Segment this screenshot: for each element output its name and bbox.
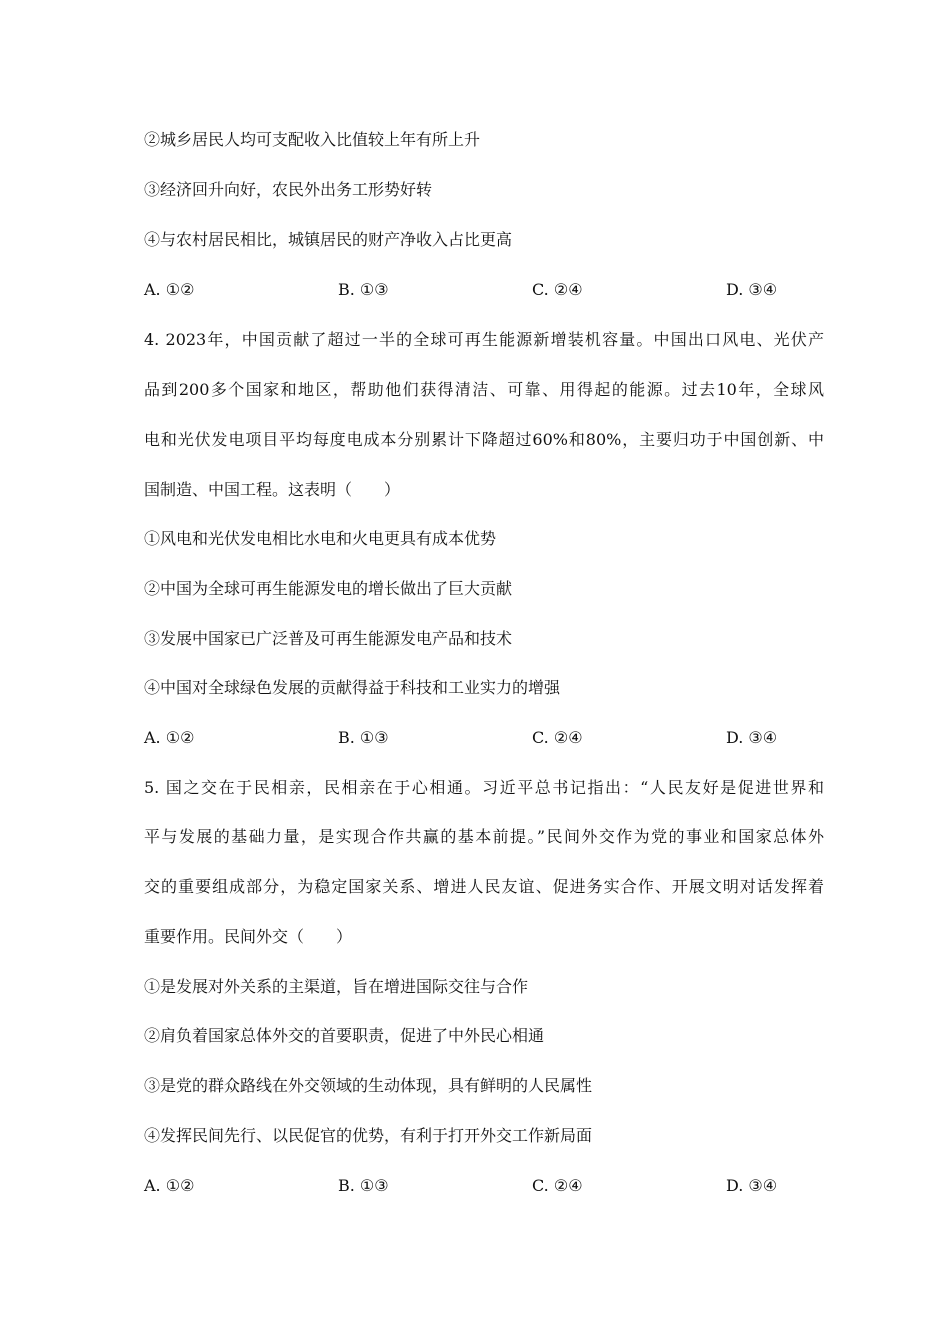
q4-options: [144, 727, 824, 749]
q4-option-d[interactable]: D. ③④: [726, 728, 778, 747]
q4-stem-line: 品到200多个国家和地区，帮助他们获得清洁、可靠、用得起的能源。过去10年，全球风: [144, 380, 824, 399]
q3-option-c[interactable]: C. ②④: [532, 280, 583, 299]
q5-stem-line: 交的重要组成部分，为稳定国家关系、增进人民友谊、促进务实合作、开展文明对话发挥着: [144, 877, 824, 896]
q4-choice-4: ④中国对全球绿色发展的贡献得益于科技和工业实力的增强: [144, 678, 561, 697]
q3-choice-4: ④与农村居民相比，城镇居民的财产净收入占比更高: [144, 230, 513, 249]
q5-choice-4: ④发挥民间先行、以民促官的优势，有利于打开外交工作新局面: [144, 1126, 593, 1145]
q3-choice-2: ②城乡居民人均可支配收入比值较上年有所上升: [144, 130, 481, 149]
q5-stem-line: 平与发展的基础力量，是实现合作共赢的基本前提。”民间外交作为党的事业和国家总体外: [144, 827, 824, 846]
q5-choice-3: ③是党的群众路线在外交领域的生动体现，具有鲜明的人民属性: [144, 1076, 593, 1095]
q3-options: [144, 279, 824, 301]
q5-choice-2: ②肩负着国家总体外交的首要职责，促进了中外民心相通: [144, 1026, 545, 1045]
q4-choice-1: ①风电和光伏发电相比水电和火电更具有成本优势: [144, 529, 497, 548]
q4-stem-line: 国制造、中国工程。这表明（ ）: [144, 480, 401, 499]
q4-option-c[interactable]: C. ②④: [532, 728, 583, 747]
q5-option-a[interactable]: A. ①②: [144, 1176, 195, 1195]
q5-option-d[interactable]: D. ③④: [726, 1176, 778, 1195]
q3-option-d[interactable]: D. ③④: [726, 280, 778, 299]
q5-options: [144, 1175, 824, 1197]
q4-option-b[interactable]: B. ①③: [338, 728, 389, 747]
q5-option-b[interactable]: B. ①③: [338, 1176, 389, 1195]
q5-choice-1: ①是发展对外关系的主渠道，旨在增进国际交往与合作: [144, 977, 529, 996]
q4-option-a[interactable]: A. ①②: [144, 728, 195, 747]
q3-choice-3: ③经济回升向好，农民外出务工形势好转: [144, 180, 433, 199]
q5-stem-line: 重要作用。民间外交（ ）: [144, 927, 353, 946]
q4-choice-2: ②中国为全球可再生能源发电的增长做出了巨大贡献: [144, 579, 513, 598]
q4-stem-line: 电和光伏发电项目平均每度电成本分别累计下降超过60%和80%，主要归功于中国创新、中: [144, 430, 824, 449]
q3-option-b[interactable]: B. ①③: [338, 280, 389, 299]
q5-option-c[interactable]: C. ②④: [532, 1176, 583, 1195]
q4-stem-line: 4. 2023年，中国贡献了超过一半的全球可再生能源新增装机容量。中国出口风电、光伏产: [144, 330, 824, 349]
q5-stem-line: 5. 国之交在于民相亲，民相亲在于心相通。习近平总书记指出：“人民友好是促进世界和: [144, 778, 824, 797]
q3-option-a[interactable]: A. ①②: [144, 280, 195, 299]
q4-choice-3: ③发展中国家已广泛普及可再生能源发电产品和技术: [144, 629, 513, 648]
